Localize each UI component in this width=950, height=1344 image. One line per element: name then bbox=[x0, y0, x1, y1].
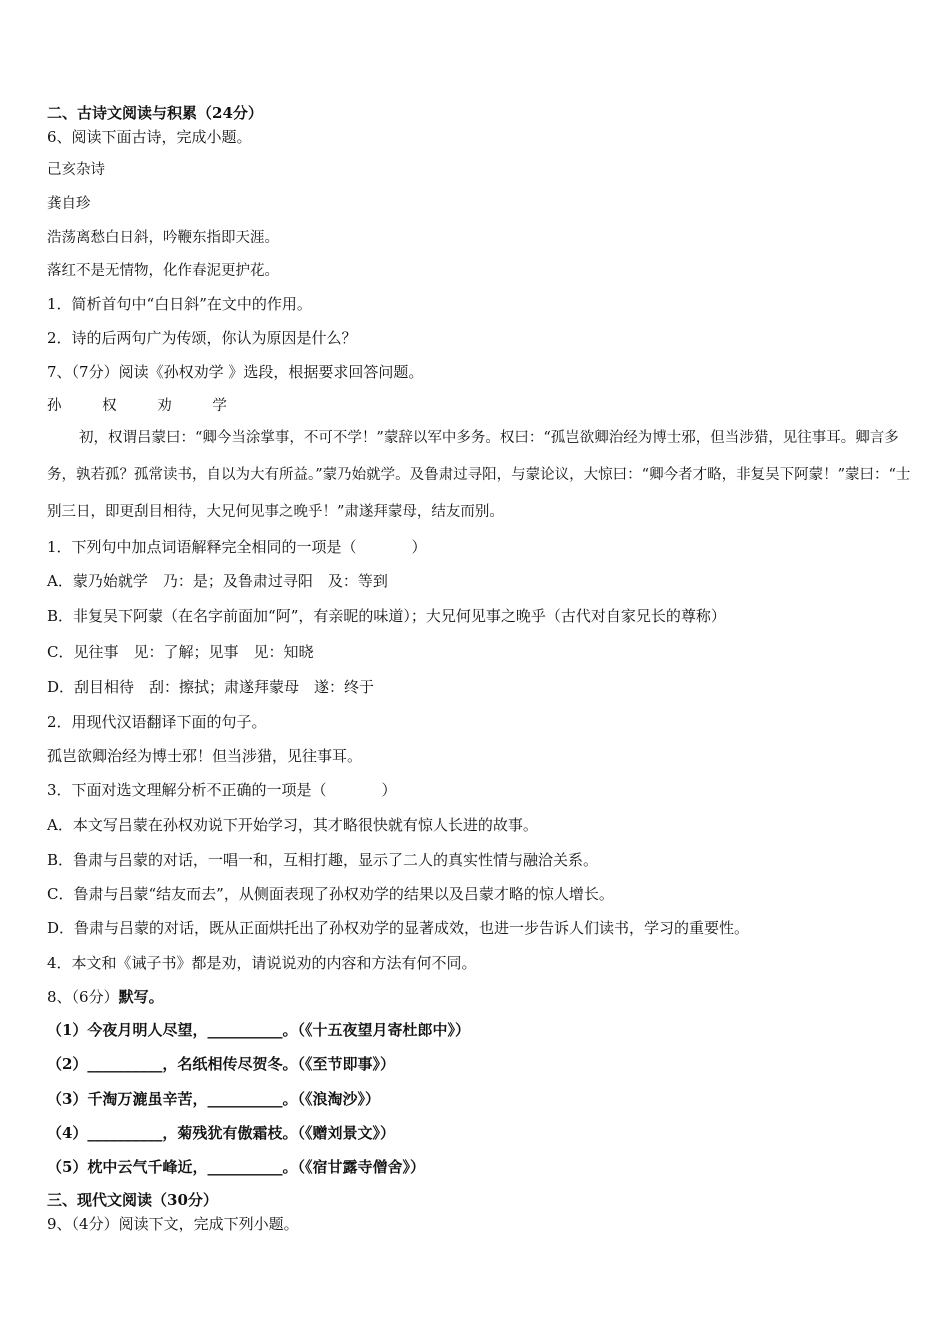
q7-sub1 bbox=[47, 537, 427, 557]
option-d-part2: 肃遂拜蒙母 遂：终于 bbox=[224, 678, 375, 696]
section2-heading: 二、古诗文阅读与积累（24分） bbox=[47, 104, 263, 122]
option-b bbox=[47, 606, 726, 626]
option-b-part1: B．非复吴下阿蒙（在名字前面加“阿”，有亲昵的味道）； bbox=[47, 607, 426, 625]
option-d bbox=[47, 677, 374, 697]
q7-sub3-close: ） bbox=[381, 781, 397, 799]
option-b-part2: 大兄何见事之晚乎（古代对自家兄长的尊称） bbox=[425, 607, 726, 625]
q7-sub3-option-c: C．鲁肃与吕蒙“结友而去”，从侧面表现了孙权劝学的结果以及吕蒙才略的惊人增长。 bbox=[47, 885, 614, 903]
q7-sub3-text: 3．下面对选文理解分析不正确的一项是（ bbox=[47, 781, 327, 799]
q6-prompt: 6、阅读下面古诗，完成小题。 bbox=[47, 128, 252, 146]
q7-sub3-option-b: B．鲁肃与吕蒙的对话，一唱一和，互相打趣，显示了二人的真实性情与融洽关系。 bbox=[47, 851, 599, 869]
poem-line-2: 落红不是无情物，化作春泥更护花。 bbox=[47, 263, 279, 279]
option-d-part1: D．刮目相待 刮：擦拭； bbox=[47, 678, 225, 696]
poem-line-1: 浩荡离愁白日斜，吟鞭东指即天涯。 bbox=[47, 230, 279, 246]
q7-sub1-close: ） bbox=[411, 538, 427, 556]
recite-line-5: （5）枕中云气千峰近，__________。（《宿甘露寺僧舍》） bbox=[47, 1158, 425, 1176]
poem-author: 龚自珍 bbox=[47, 196, 91, 212]
option-c bbox=[47, 642, 314, 662]
option-a bbox=[47, 571, 388, 591]
option-c-part1: C．见往事 见：了解； bbox=[47, 643, 209, 661]
passage-text: 初，权谓吕蒙曰：“卿今当涂掌事，不可不学！”蒙辞以军中多务。权曰：“孤岂欲卿治经为博士邪，但当涉猎，见往事耳。卿言多务，孰若孤？孤常读书，自以为大有所益。”蒙乃始就学。及鲁肃过寻阳，与蒙论议，大惊曰：“卿今者才略，非复吴下阿蒙！”蒙曰：“士别三日，即更刮目相待，大兄何见事之晚乎！”肃遂拜蒙母，结友而别。 bbox=[47, 430, 911, 520]
option-c-part2: 见事 见：知晓 bbox=[208, 643, 314, 661]
q7-sub1-text: 1．下列句中加点词语解释完全相同的一项是（ bbox=[47, 538, 357, 556]
q8-prompt-bold: 默写。 bbox=[118, 988, 164, 1006]
poem-title: 己亥杂诗 bbox=[47, 162, 105, 178]
q7-sub3 bbox=[47, 780, 397, 800]
section3-heading: 三、现代文阅读（30分） bbox=[47, 1191, 218, 1209]
q6-sub2: 2．诗的后两句广为传颂，你认为原因是什么？ bbox=[47, 329, 357, 347]
q7-sub4: 4．本文和《诫子书》都是劝，请说说劝的内容和方法有何不同。 bbox=[47, 954, 477, 972]
passage-title: 孙 权 劝 学 bbox=[47, 398, 245, 414]
option-a-part1: A．蒙乃始就学 乃：是； bbox=[47, 572, 223, 590]
q7-sub3-option-a: A．本文写吕蒙在孙权劝说下开始学习，其才略很快就有惊人长进的故事。 bbox=[47, 816, 538, 834]
recite-line-1: （1）今夜月明人尽望，__________。（《十五夜望月寄杜郎中》） bbox=[47, 1021, 470, 1039]
q7-sub3-option-d: D．鲁肃与吕蒙的对话，既从正面烘托出了孙权劝学的显著成效，也进一步告诉人们读书，学习的重要性。 bbox=[47, 919, 750, 937]
recite-line-4: （4）__________，菊残犹有傲霜枝。（《赠刘景文》） bbox=[47, 1124, 395, 1142]
q7-sub2-sentence: 孤岂欲卿治经为博士邪！但当涉猎，见往事耳。 bbox=[47, 747, 363, 765]
q7-sub2: 2．用现代汉语翻译下面的句子。 bbox=[47, 713, 267, 731]
q9-prompt: 9、（4分）阅读下文，完成下列小题。 bbox=[47, 1215, 299, 1233]
q8-prompt-prefix: 8、（6分） bbox=[47, 988, 119, 1006]
q7-prompt: 7、（7分）阅读《孙权劝学 》选段，根据要求回答问题。 bbox=[47, 363, 424, 381]
option-a-part2: 及鲁肃过寻阳 及：等到 bbox=[222, 572, 388, 590]
q6-sub1: 1．简析首句中“白日斜”在文中的作用。 bbox=[47, 295, 312, 313]
q8-prompt bbox=[47, 987, 164, 1007]
recite-line-3: （3）千淘万漉虽辛苦，__________。（《浪淘沙》） bbox=[47, 1090, 380, 1108]
recite-line-2: （2）__________，名纸相传尽贺冬。（《至节即事》） bbox=[47, 1055, 395, 1073]
